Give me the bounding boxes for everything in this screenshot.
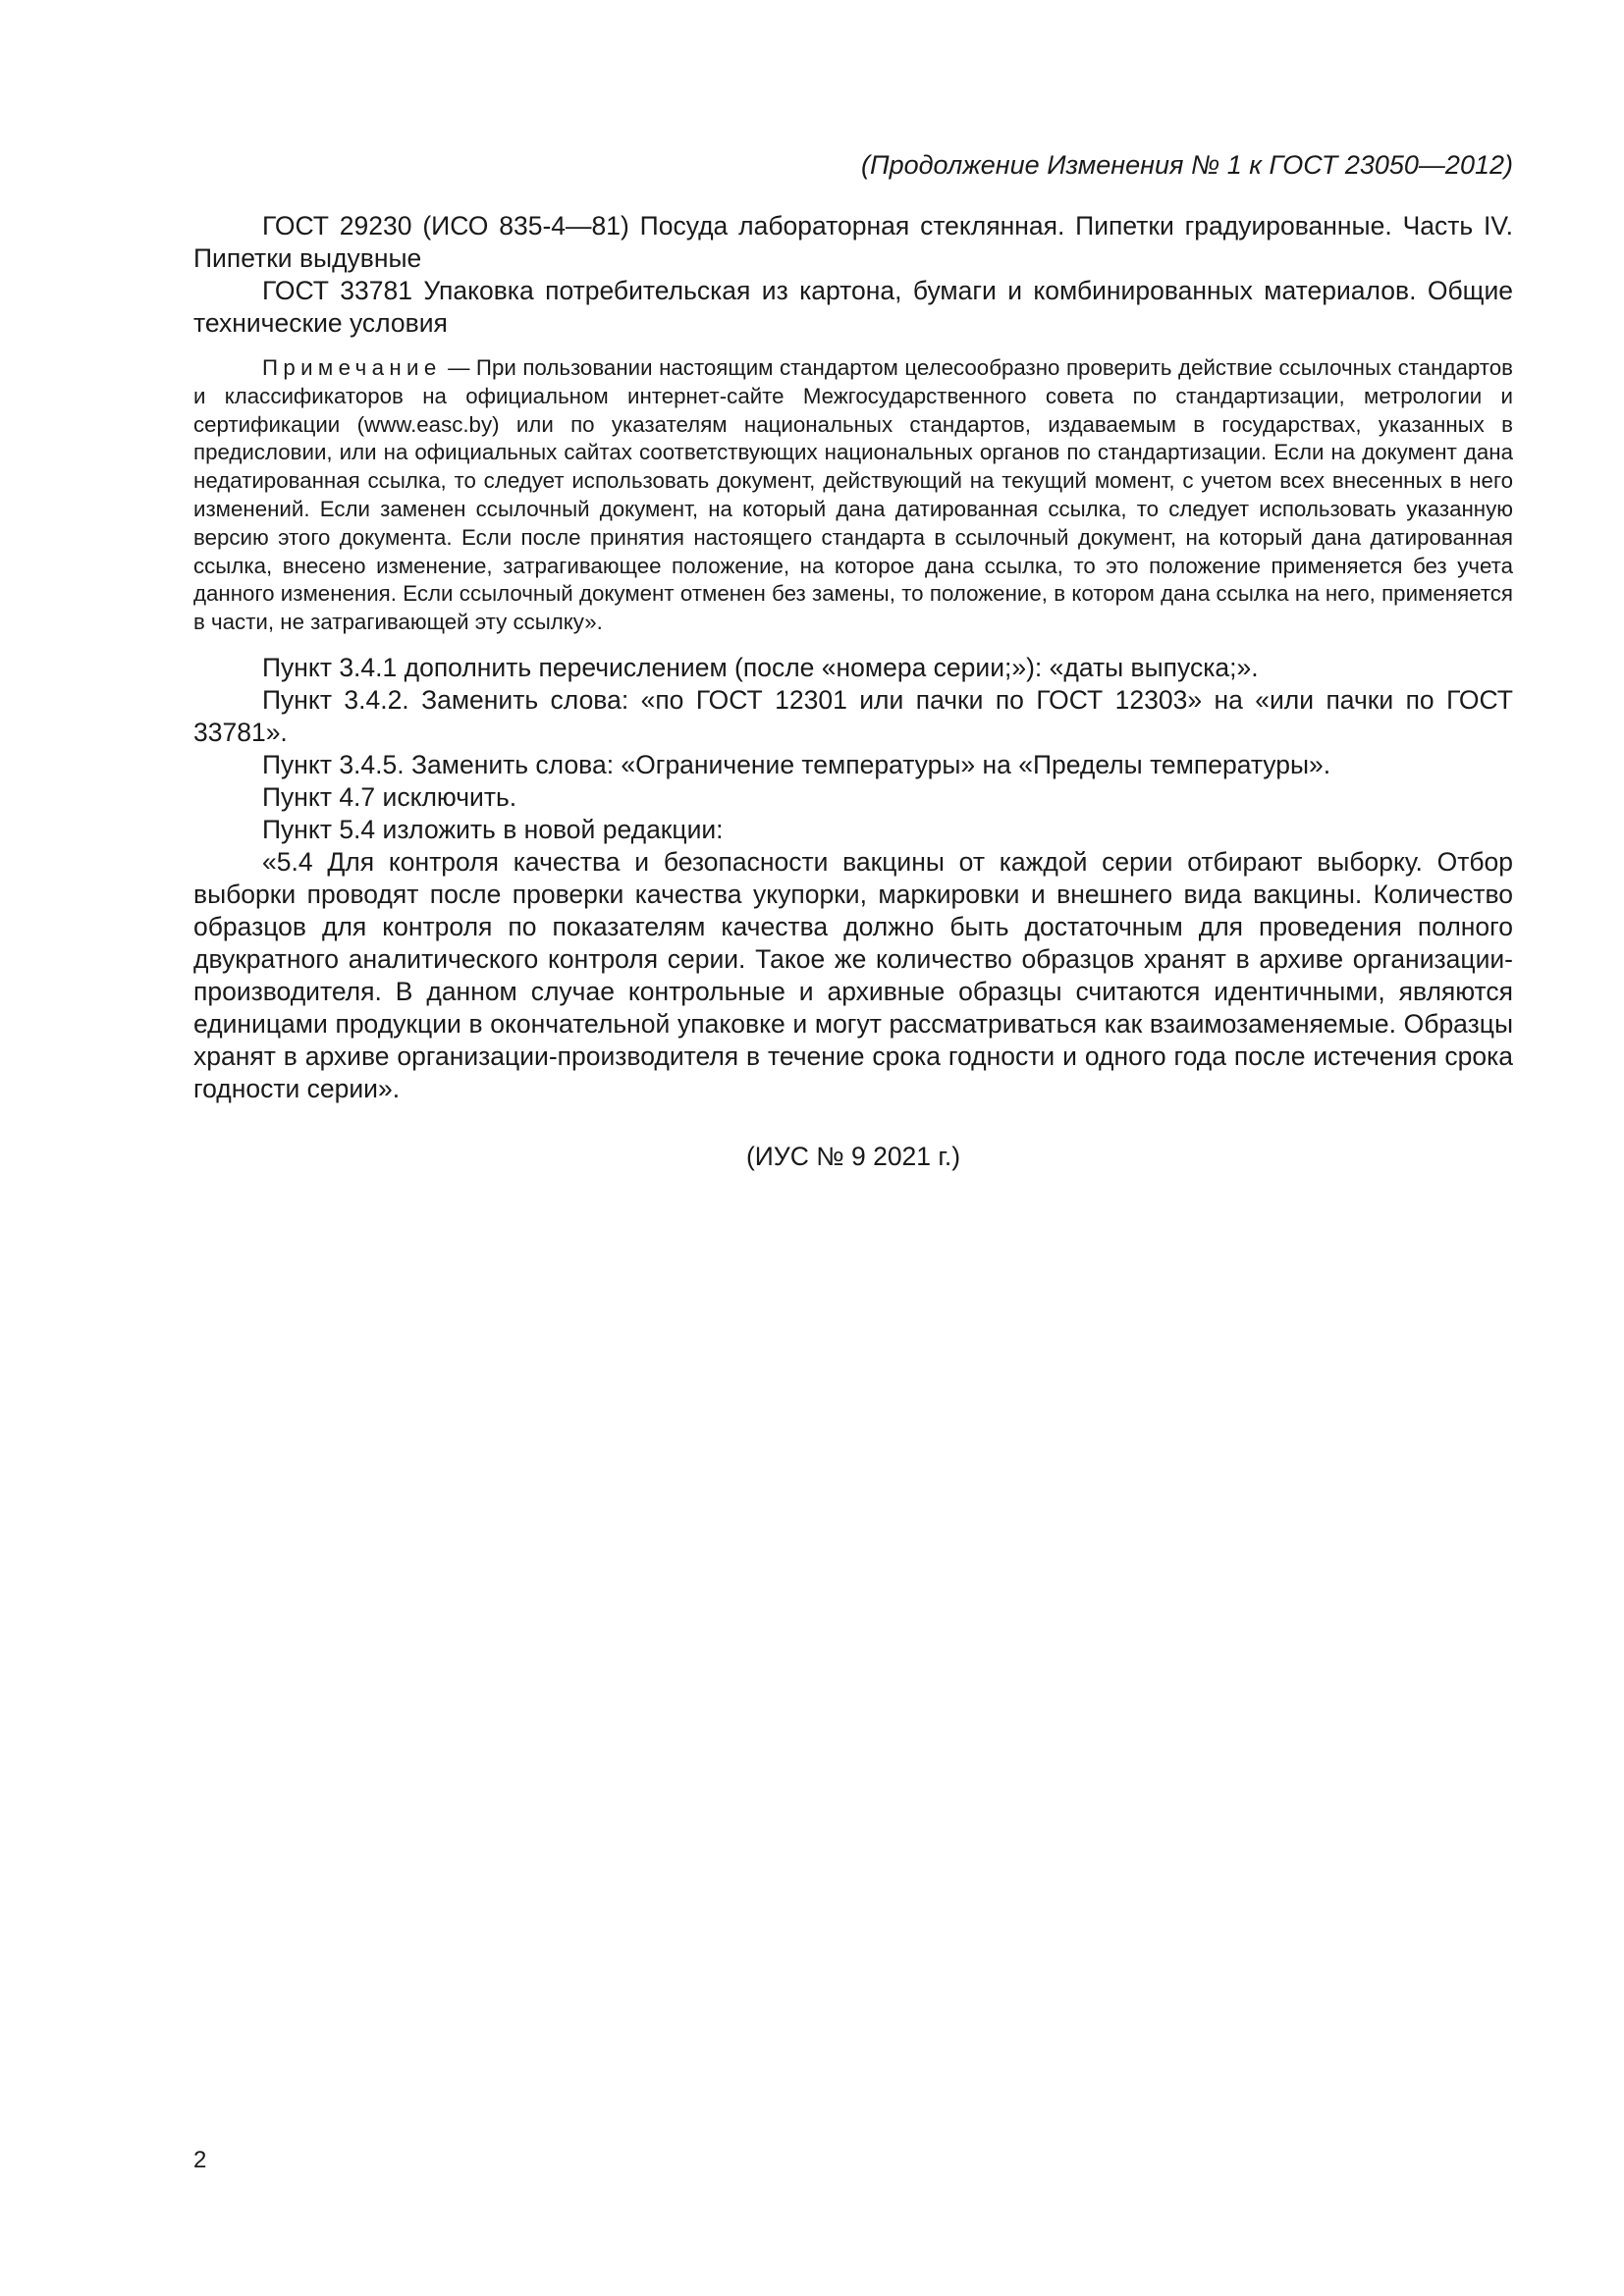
note-label: Примечание	[262, 355, 442, 380]
page-number: 2	[193, 2147, 207, 2173]
amendment-3-4-5: Пункт 3.4.5. Заменить слова: «Ограничение температуры» на «Пределы температуры».	[262, 749, 1331, 779]
note-text: — При пользовании настоящим стандартом целесообразно проверить действие ссылочных стандартов и классификаторов на официальном интернет-сайте Межгосударственного совета по стандартизации, метрологии и сертификации (www.easc.by) или по указателям национальных стандартов, издаваемым в государствах, указанных в предисловии, или на официальных сайтах соответствующих национальных органов по стандартизации. Если на документ дана недатированная ссылка, то следует использовать документ, действующий на текущий момент, с учетом всех внесенных в него изменений. Если заменен ссылочный документ, на который дана датированная ссылка, то следует использовать указанную версию этого документа. Если после принятия настоящего стандарта в ссылочный документ, на который дана датированная ссылка, внесено изменение, затрагивающее положение, на которое дана ссылка, то это положение применяется без учета данного изменения. Если ссылочный документ отменен без замены, то положение, в котором дана ссылка на него, применяется в части, не затрагивающей эту ссылку».	[193, 355, 1513, 635]
amendment-4-7: Пункт 4.7 исключить.	[262, 781, 517, 812]
ius-reference: (ИУС № 9 2021 г.)	[745, 1141, 961, 1171]
running-header: (Продолжение Изменения № 1 к ГОСТ 23050—2012)	[861, 150, 1513, 180]
amendment-3-4-1: Пункт 3.4.1 дополнить перечислением (после «номера серии;»): «даты выпуска;».	[262, 652, 1259, 682]
amendment-5-4-text: «5.4 Для контроля качества и безопасности вакцины от каждой серии отбирают выборку. Отбор выборки проводят после проверки качества укупорки, маркировки и внешнего вида вакцины. Количество образцов для контроля по показателям качества должно быть достаточным для проведения полного двукратного аналитического контроля серии. Такое же количество образцов хранят в архиве организации-производителя. В данном случае контрольные и архивные образцы считаются идентичными, являются единицами продукции в окончательной упаковке и могут рассматриваться как взаимозаменяемые. Образцы хранят в архиве организации-производителя в течение срока годности и одного года после истечения срока годности серии».	[193, 846, 1513, 1103]
amendment-5-4-intro: Пункт 5.4 изложить в новой редакции:	[262, 814, 724, 844]
document-body	[193, 210, 1513, 1173]
reference-gost-33781: ГОСТ 33781 Упаковка потребительская из картона, бумаги и комбинированных материалов. Общие технические условия	[193, 276, 1513, 338]
reference-gost-29230: ГОСТ 29230 (ИСО 835-4—81) Посуда лабораторная стеклянная. Пипетки градуированные. Часть IV. Пипетки выдувные	[193, 211, 1513, 273]
note-paragraph	[193, 354, 1513, 637]
amendment-3-4-2: Пункт 3.4.2. Заменить слова: «по ГОСТ 12301 или пачки по ГОСТ 12303» на «или пачки по ГОСТ 33781».	[193, 684, 1513, 747]
